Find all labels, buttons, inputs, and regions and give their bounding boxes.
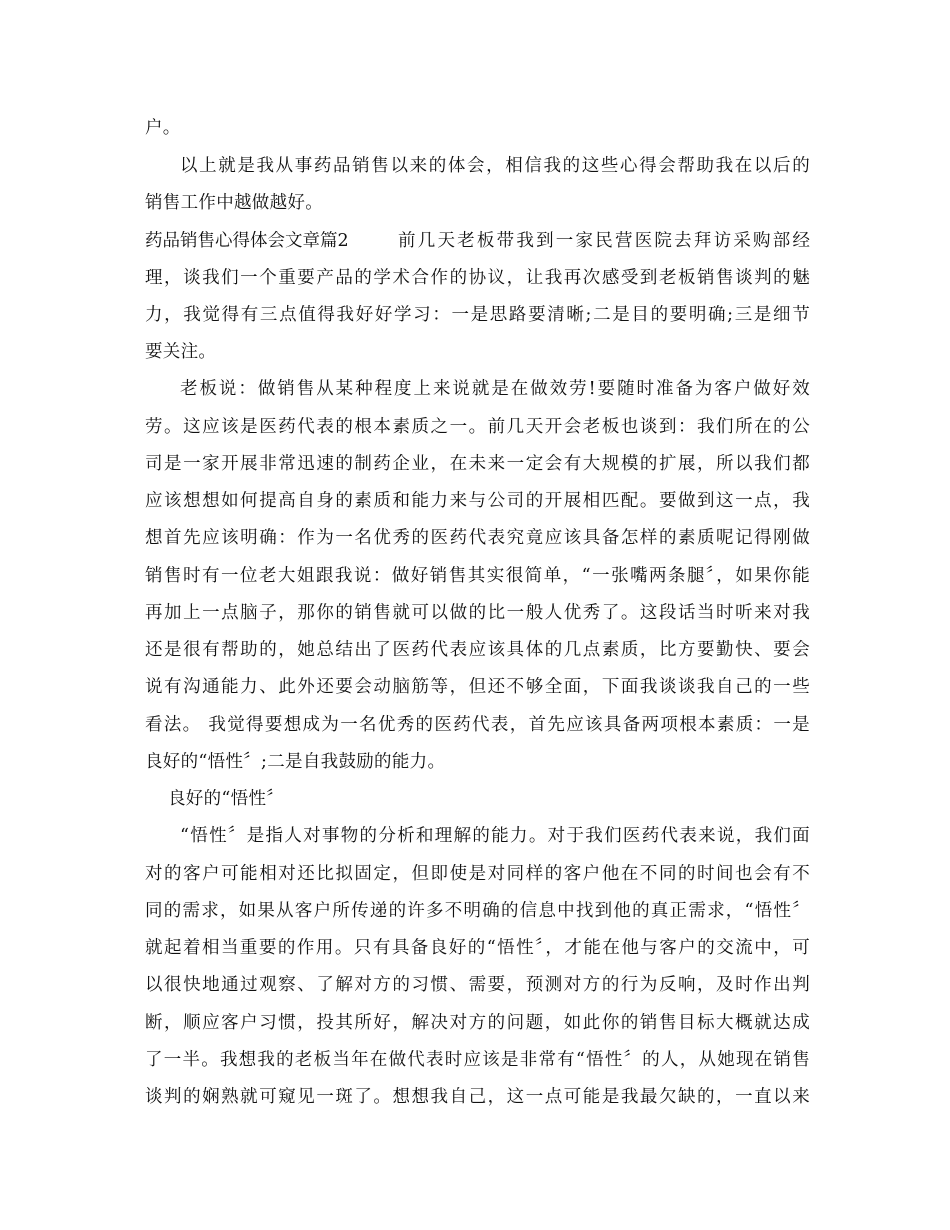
text-line: 理，谈我们一个重要产品的学术合作的协议，让我再次感受到老板销售谈判的魅 (145, 268, 810, 288)
text-line: 想首先应该明确：作为一名优秀的医药代表究竟应该具备怎样的素质呢记得刚做 (145, 528, 810, 548)
text-line: 断，顺应客户习惯，投其所好，解决对方的问题，如此你的销售目标大概就达成 (145, 1013, 810, 1033)
section-heading: 良好的“悟性〞 (168, 789, 285, 809)
text-line: 以很快地通过观察、了解对方的习惯、需要，预测对方的行为反响，及时作出判 (145, 975, 810, 995)
text-line: 良好的“悟性〞;二是自我鼓励的能力。 (145, 752, 446, 772)
text-line: “悟性〞是指人对事物的分析和理解的能力。对于我们医药代表来说，我们面 (180, 826, 810, 846)
text-line: 要关注。 (145, 342, 217, 362)
text-line: 前几天老板带我到一家民营医院去拜访采购部经 (398, 231, 810, 251)
text-line: 谈判的娴熟就可窥见一斑了。想想我自己，这一点可能是我最欠缺的，一直以来 (145, 1087, 810, 1107)
text-line: 对的客户可能相对还比拟固定，但即使是对同样的客户他在不同的时间也会有不 (145, 864, 810, 884)
text-line: 劳。这应该是医药代表的根本素质之一。前几天开会老板也谈到：我们所在的公 (145, 417, 810, 437)
text-line: 说有沟通能力、此外还要会动脑筋等，但还不够全面，下面我谈谈我自己的一些 (145, 677, 810, 697)
text-line: 销售工作中越做越好。 (145, 193, 323, 213)
article-heading: 药品销售心得体会文章篇2 (145, 231, 349, 251)
text-line: 再加上一点脑子，那你的销售就可以做的比一般人优秀了。这段话当时听来对我 (145, 603, 810, 623)
text-line: 应该想想如何提高自身的素质和能力来与公司的开展相匹配。要做到这一点，我 (145, 491, 810, 511)
text-line: 户。 (145, 118, 181, 138)
text-line: 司是一家开展非常迅速的制药企业，在未来一定会有大规模的扩展，所以我们都 (145, 454, 810, 474)
text-line: 看法。 我觉得要想成为一名优秀的医药代表，首先应该具备两项根本素质：一是 (145, 715, 810, 735)
text-line: 了一半。我想我的老板当年在做代表时应该是非常有“悟性〞的人，从她现在销售 (145, 1050, 810, 1070)
text-line: 力，我觉得有三点值得我好好学习：一是思路要清晰;二是目的要明确;三是细节 (145, 305, 810, 325)
text-line: 同的需求，如果从客户所传递的许多不明确的信息中找到他的真正需求，“悟性〞 (145, 901, 810, 921)
text-line: 销售时有一位老大姐跟我说：做好销售其实很简单，“一张嘴两条腿〞，如果你能 (145, 566, 810, 586)
text-line: 还是很有帮助的，她总结出了医药代表应该具体的几点素质，比方要勤快、要会 (145, 640, 810, 660)
text-line: 就起着相当重要的作用。只有具备良好的“悟性〞，才能在他与客户的交流中，可 (145, 938, 810, 958)
text-line: 以上就是我从事药品销售以来的体会，相信我的这些心得会帮助我在以后的 (180, 156, 810, 176)
text-line: 老板说：做销售从某种程度上来说就是在做效劳!要随时准备为客户做好效 (180, 379, 810, 399)
